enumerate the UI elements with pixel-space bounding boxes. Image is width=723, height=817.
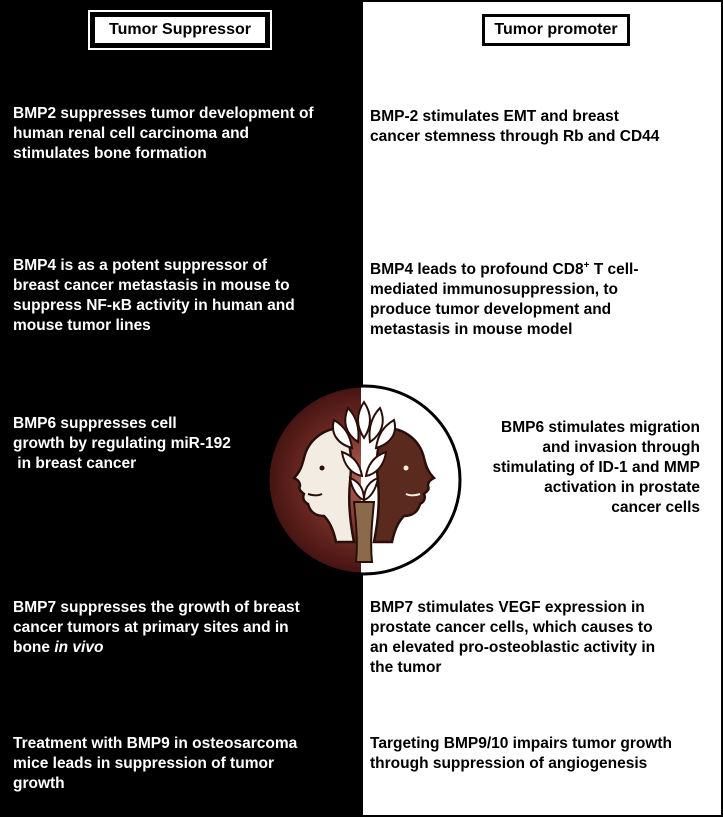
- text-line: [370, 256, 706, 280]
- promoter-bmp2: [370, 107, 706, 147]
- suppressor-bmp2: [13, 104, 349, 164]
- superscript: +: [583, 260, 590, 271]
- text-line: BMP2 suppresses tumor development of: [13, 105, 314, 122]
- text-line: stimulates bone formation: [13, 145, 207, 162]
- text-line: cancer stemness through Rb and CD44: [370, 128, 660, 145]
- text-line: metastasis in mouse model: [370, 321, 573, 339]
- text-line: mice leads in suppression of tumor: [13, 755, 274, 772]
- text-line: growth: [13, 775, 65, 792]
- text-line: in breast cancer: [13, 455, 137, 472]
- text-line: through suppression of angiogenesis: [370, 755, 648, 772]
- italic-fragment: in vivo: [54, 639, 104, 656]
- text-line: [13, 638, 349, 658]
- text-fragment: T cell-: [589, 261, 639, 279]
- suppressor-header: Tumor Suppressor: [92, 14, 268, 46]
- promoter-bmp6: [450, 418, 700, 518]
- text-line: breast cancer metastasis in mouse to: [13, 277, 290, 294]
- text-line: BMP-2 stimulates EMT and breast: [370, 108, 619, 125]
- text-line: growth by regulating miR-192: [13, 435, 231, 452]
- text-line: an elevated pro-osteoblastic activity in: [370, 639, 656, 656]
- text-line: mediated immunosuppression, to: [370, 281, 619, 299]
- text-line: prostate cancer cells, which causes to: [370, 619, 653, 636]
- text-line: stimulating of ID-1 and MMP: [492, 459, 700, 476]
- suppressor-bmp9: [13, 734, 349, 794]
- janus-emblem-icon: [264, 382, 464, 578]
- promoter-bmp7: [370, 598, 706, 678]
- text-fragment: BMP4 leads to profound CD8: [370, 261, 584, 279]
- promoter-bmp9: [370, 734, 706, 774]
- promoter-header: Tumor promoter: [482, 14, 630, 46]
- text-line: Targeting BMP9/10 impairs tumor growth: [370, 735, 673, 752]
- text-line: Treatment with BMP9 in osteosarcoma: [13, 735, 298, 752]
- text-line: cancer tumors at primary sites and in: [13, 619, 289, 636]
- text-line: human renal cell carcinoma and: [13, 125, 250, 142]
- text-line: and invasion through: [542, 439, 700, 456]
- text-line: mouse tumor lines: [13, 317, 151, 334]
- text-line: the tumor: [370, 659, 442, 676]
- text-line: produce tumor development and: [370, 301, 612, 319]
- text-line: cancer cells: [611, 499, 700, 516]
- suppressor-bmp7: [13, 598, 349, 658]
- text-line: BMP7 suppresses the growth of breast: [13, 599, 300, 616]
- text-line: activation in prostate: [544, 479, 700, 496]
- text-line: suppress NF-κB activity in human and: [13, 297, 295, 314]
- text-line: BMP4 is as a potent suppressor of: [13, 257, 268, 274]
- text-line: BMP7 stimulates VEGF expression in: [370, 599, 645, 616]
- suppressor-bmp6: [13, 414, 243, 474]
- suppressor-bmp4: [13, 256, 349, 336]
- text-line: BMP6 suppresses cell: [13, 415, 177, 432]
- text-line: BMP6 stimulates migration: [501, 419, 700, 436]
- promoter-bmp4: [370, 256, 706, 340]
- text-fragment: bone: [13, 639, 55, 656]
